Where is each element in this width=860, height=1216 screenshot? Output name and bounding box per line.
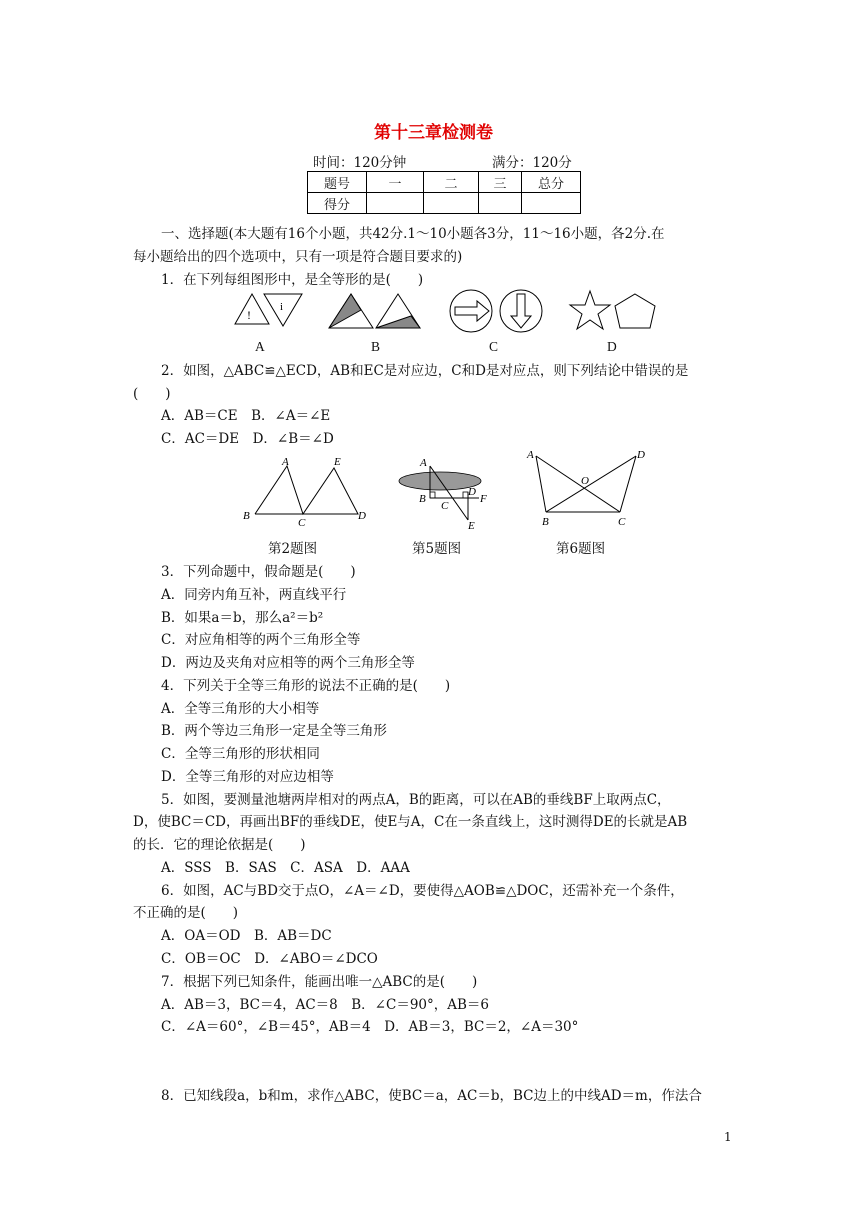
q4-option-b: B．两个等边三角形一定是全等三角形: [161, 723, 387, 739]
score-table-cell: [522, 193, 581, 214]
q3-option-c: C．对应角相等的两个三角形全等: [161, 632, 361, 648]
q2-options-line1: A．AB＝CE B．∠A＝∠E: [161, 408, 331, 424]
q2-options-line2: C．AC＝DE D．∠B＝∠D: [161, 431, 334, 447]
q1-label-d: D: [607, 339, 617, 354]
q1-stem: 1．在下列每组图形中，是全等形的是( ): [161, 272, 424, 288]
q3-option-a: A．同旁内角互补，两直线平行: [161, 587, 347, 603]
fig5-label-c: C: [441, 500, 449, 512]
q6-line2: 不正确的是( ): [133, 905, 239, 921]
score-table-cell: [367, 193, 424, 214]
fig2-label-e: E: [334, 456, 341, 468]
fig2-label-d: D: [358, 510, 366, 522]
time-info: 时间：120分钟: [313, 155, 407, 171]
fig5-label-d: D: [468, 486, 476, 498]
fig5-diagram: [388, 452, 498, 532]
q2-stem-line1: 2．如图，△ABC≌△ECD，AB和EC是对应边，C和D是对应点，则下列结论中错误的是: [161, 363, 689, 379]
q5-line3: 的长．它的理论依据是( ): [133, 837, 306, 853]
score-table-cell: 总分: [522, 172, 581, 193]
q3-stem: 3．下列命题中，假命题是( ): [161, 564, 356, 580]
score-table: [307, 171, 581, 214]
fig6-label-d: D: [637, 449, 645, 461]
fig6-label-c: C: [618, 516, 626, 528]
q3-option-d: D．两边及夹角对应相等的两个三角形全等: [161, 655, 415, 671]
score-table-cell: 一: [367, 172, 424, 193]
score-table-cell: 得分: [308, 193, 367, 214]
page-number: 1: [724, 1130, 732, 1144]
q8-line1: 8．已知线段a，b和m，求作△ABC，使BC＝a，AC＝b，BC边上的中线AD＝m，作法合: [161, 1088, 702, 1104]
fig6-label-b: B: [542, 516, 549, 528]
svg-text:i: i: [280, 301, 284, 313]
fig5-label-e: E: [468, 520, 475, 532]
fig2-diagram: [238, 452, 378, 530]
q5-line1: 5．如图，要测量池塘两岸相对的两点A，B的距离，可以在AB的垂线BF上取两点C，: [161, 792, 671, 808]
q7-options-line1: A．AB＝3，BC＝4，AC＝8 B．∠C＝90°，AB＝6: [161, 997, 490, 1013]
q7-options-line2: C．∠A＝60°，∠B＝45°，AB＝4 D．AB＝3，BC＝2，∠A＝30°: [161, 1019, 579, 1035]
q4-option-d: D．全等三角形的对应边相等: [161, 769, 334, 785]
svg-text:!: !: [247, 308, 251, 322]
fig2-label-b: B: [243, 510, 250, 522]
q1-label-c: C: [489, 339, 499, 354]
q4-stem: 4．下列关于全等三角形的说法不正确的是( ): [161, 678, 451, 694]
q6-options-line1: A．OA＝OD B．AB＝DC: [161, 928, 332, 944]
q1-label-b: B: [371, 339, 381, 354]
q4-option-a: A．全等三角形的大小相等: [161, 701, 320, 717]
q3-option-b: B．如果a＝b，那么a²＝b²: [161, 610, 324, 626]
fig6-label-a: A: [527, 449, 534, 461]
page-title: 第十三章检测卷: [374, 123, 493, 143]
score-table-cell: 题号: [308, 172, 367, 193]
fig2-label-c: C: [298, 517, 306, 529]
section1-line2: 每小题给出的四个选项中，只有一项是符合题目要求的): [133, 249, 463, 265]
score-table-cell: [424, 193, 479, 214]
fig5-label-b: B: [419, 493, 426, 505]
fig2-label-a: A: [282, 456, 289, 468]
q2-stem-line2: ( ): [133, 386, 171, 402]
score-table-cell: 二: [424, 172, 479, 193]
fig5-label-f: F: [480, 493, 487, 505]
q6-line1: 6．如图，AC与BD交于点O，∠A＝∠D，要使得△AOB≌△DOC，还需补充一个条件，: [161, 883, 684, 899]
fig6-label-o: O: [581, 475, 589, 487]
q1-figures: [225, 286, 665, 336]
q6-options-line2: C．OB＝OC D．∠ABO＝∠DCO: [161, 951, 378, 967]
q7-stem: 7．根据下列已知条件，能画出唯一△ABC的是( ): [161, 974, 478, 990]
fig5-label-a: A: [420, 457, 427, 469]
fig2-caption: 第2题图: [268, 541, 318, 557]
score-table-cell: 三: [479, 172, 522, 193]
score-table-cell: [479, 193, 522, 214]
q5-line2: D，使BC＝CD，再画出BF的垂线DE，使E与A，C在一条直线上，这时测得DE的长就是AB: [133, 814, 688, 830]
q1-label-a: A: [255, 339, 265, 354]
q4-option-c: C．全等三角形的形状相同: [161, 746, 320, 762]
score-info: 满分：120分: [492, 155, 572, 171]
fig5-caption: 第5题图: [412, 541, 462, 557]
fig6-diagram: [518, 446, 658, 530]
fig6-caption: 第6题图: [556, 541, 606, 557]
q5-options: A．SSS B．SAS C．ASA D．AAA: [161, 860, 410, 876]
section1-line1: 一、选择题(本大题有16个小题，共42分.1～10小题各3分，11～16小题，各2分.在: [161, 226, 665, 242]
